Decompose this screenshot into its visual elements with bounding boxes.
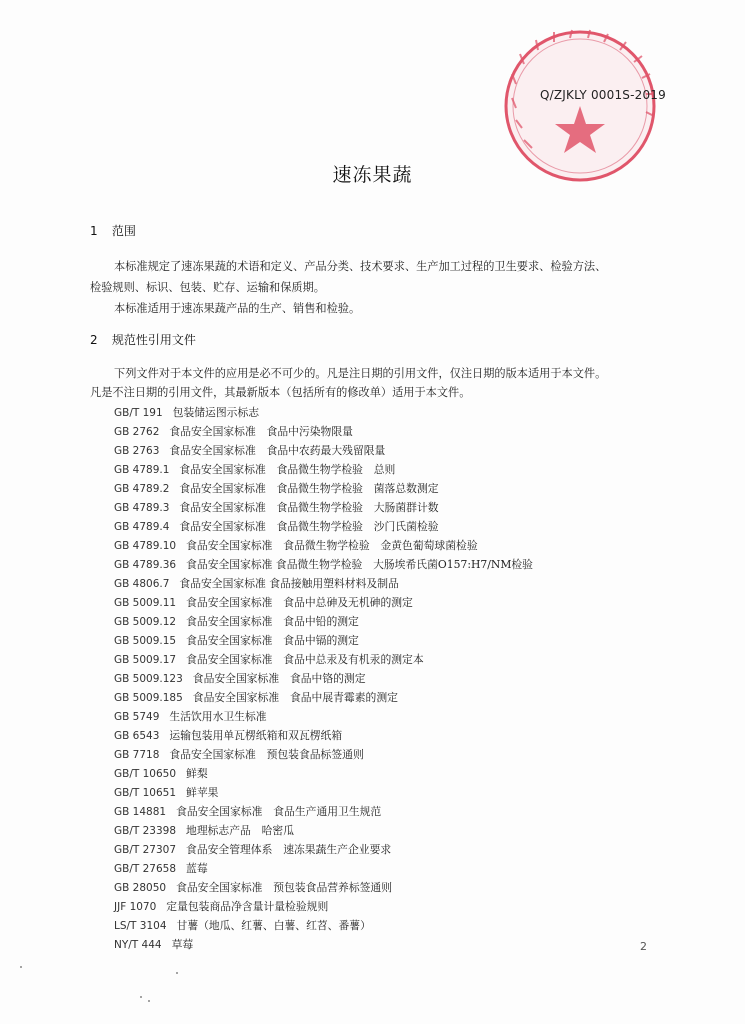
reference-code: GB 4806.7 [114, 578, 170, 590]
reference-item [114, 840, 674, 859]
reference-item [114, 764, 674, 783]
paragraph-line: 本标准适用于速冻果蔬产品的生产、销售和检验。 [114, 302, 361, 315]
reference-code: GB/T 23398 [114, 825, 177, 837]
reference-item [114, 650, 674, 669]
reference-item [114, 517, 674, 536]
reference-code: GB 5009.11 [114, 597, 177, 609]
scan-speck [176, 972, 178, 974]
section-title: 范围 [111, 224, 136, 238]
reference-title: 食品安全国家标准 食品微生物学检验 大肠埃希氏菌O157:H7/NM检验 [186, 558, 533, 571]
references-intro-paragraph [90, 364, 670, 402]
standard-code: Q/ZJKLY 0001S-2019 [540, 88, 666, 102]
reference-title: 食品安全国家标准 食品中总汞及有机汞的测定本 [186, 653, 424, 666]
reference-item [114, 460, 674, 479]
reference-title: 食品安全国家标准 食品微生物学检验 总则 [179, 463, 396, 476]
reference-item [114, 745, 674, 764]
paragraph-line: 本标准规定了速冻果蔬的术语和定义、产品分类、技术要求、生产加工过程的卫生要求、检验方法、 [114, 260, 607, 273]
reference-code: GB 28050 [114, 882, 167, 894]
reference-title: 食品安全国家标准 食品中铬的测定 [192, 672, 366, 685]
document-title: 速冻果蔬 [332, 164, 413, 186]
reference-code: GB 5009.185 [114, 692, 183, 704]
reference-item [114, 707, 674, 726]
reference-code: GB 4789.10 [114, 540, 177, 552]
reference-title: 运输包装用单瓦楞纸箱和双瓦楞纸箱 [169, 729, 343, 742]
reference-code: GB 7718 [114, 749, 160, 761]
reference-item [114, 612, 674, 631]
reference-code: NY/T 444 [114, 939, 162, 951]
reference-title: 食品安全国家标准 食品微生物学检验 菌落总数测定 [179, 482, 439, 495]
reference-title: 包装储运图示标志 [172, 406, 260, 419]
reference-title: 食品安全国家标准 预包装食品营养标签通则 [176, 881, 393, 894]
reference-title: 食品安全国家标准 食品中展青霉素的测定 [192, 691, 398, 704]
scan-speck [20, 966, 22, 968]
reference-code: GB 6543 [114, 730, 160, 742]
reference-list [114, 403, 674, 954]
reference-title: 食品安全国家标准 食品接触用塑料材料及制品 [179, 577, 399, 590]
reference-code: GB/T 10650 [114, 768, 177, 780]
reference-code: JJF 1070 [114, 901, 157, 913]
scope-paragraph [90, 256, 670, 319]
reference-code: GB/T 191 [114, 407, 163, 419]
reference-code: GB 5009.17 [114, 654, 177, 666]
reference-item [114, 574, 674, 593]
reference-code: GB 4789.3 [114, 502, 170, 514]
reference-item [114, 935, 674, 954]
section-heading-scope [90, 222, 136, 239]
reference-title: 食品安全国家标准 食品微生物学检验 沙门氏菌检验 [179, 520, 439, 533]
reference-title: 食品安全国家标准 食品微生物学检验 大肠菌群计数 [179, 501, 439, 514]
page-number: 2 [640, 940, 647, 953]
reference-item [114, 631, 674, 650]
section-number: 1 [90, 224, 98, 238]
reference-item [114, 726, 674, 745]
reference-title: 食品安全国家标准 食品微生物学检验 金黄色葡萄球菌检验 [186, 539, 478, 552]
reference-code: GB 2762 [114, 426, 160, 438]
reference-code: GB/T 10651 [114, 787, 177, 799]
reference-code: LS/T 3104 [114, 920, 167, 932]
reference-code: GB 5009.12 [114, 616, 177, 628]
paragraph-line: 检验规则、标识、包装、贮存、运输和保质期。 [90, 281, 325, 294]
reference-title: 食品安全国家标准 预包装食品标签通则 [169, 748, 364, 761]
reference-title: 草莓 [171, 938, 194, 951]
reference-item [114, 821, 674, 840]
reference-item [114, 403, 674, 422]
reference-item [114, 783, 674, 802]
reference-title: 蓝莓 [186, 862, 208, 875]
section-number: 2 [90, 333, 98, 347]
reference-title: 地理标志产品 哈密瓜 [186, 824, 294, 837]
reference-code: GB 5009.15 [114, 635, 177, 647]
reference-item [114, 802, 674, 821]
reference-item [114, 555, 674, 574]
scan-speck [140, 996, 142, 998]
reference-item [114, 422, 674, 441]
reference-code: GB 2763 [114, 445, 160, 457]
reference-code: GB/T 27658 [114, 863, 177, 875]
reference-item [114, 669, 674, 688]
paragraph-line: 下列文件对于本文件的应用是必不可少的。凡是注日期的引用文件，仅注日期的版本适用于本文件。 [114, 367, 607, 380]
reference-code: GB 5009.123 [114, 673, 183, 685]
reference-item [114, 878, 674, 897]
reference-code: GB 14881 [114, 806, 167, 818]
paragraph-line: 凡是不注日期的引用文件，其最新版本（包括所有的修改单）适用于本文件。 [90, 386, 471, 399]
section-heading-normative-references [90, 331, 196, 348]
reference-item [114, 897, 674, 916]
reference-title: 食品安全国家标准 食品中农药最大残留限量 [169, 444, 386, 457]
reference-title: 定量包装商品净含量计量检验规则 [166, 900, 329, 913]
reference-item [114, 859, 674, 878]
reference-title: 食品安全国家标准 食品生产通用卫生规范 [176, 805, 382, 818]
reference-item [114, 498, 674, 517]
reference-item [114, 593, 674, 612]
reference-item [114, 688, 674, 707]
reference-title: 食品安全国家标准 食品中总砷及无机砷的测定 [186, 596, 413, 609]
reference-code: GB 5749 [114, 711, 160, 723]
reference-item [114, 536, 674, 555]
scan-speck [148, 1000, 150, 1002]
reference-code: GB 4789.1 [114, 464, 170, 476]
reference-title: 食品安全国家标准 食品中铅的测定 [186, 615, 359, 628]
reference-title: 生活饮用水卫生标准 [169, 710, 267, 723]
reference-title: 食品安全国家标准 食品中污染物限量 [169, 425, 353, 438]
reference-title: 鲜梨 [186, 767, 208, 780]
reference-code: GB 4789.4 [114, 521, 170, 533]
reference-item [114, 479, 674, 498]
reference-item [114, 916, 674, 935]
reference-title: 鲜苹果 [186, 786, 219, 799]
section-title: 规范性引用文件 [111, 333, 196, 347]
reference-code: GB 4789.36 [114, 559, 177, 571]
reference-item [114, 441, 674, 460]
reference-title: 食品安全国家标准 食品中镉的测定 [186, 634, 359, 647]
reference-code: GB 4789.2 [114, 483, 170, 495]
reference-code: GB/T 27307 [114, 844, 177, 856]
reference-title: 甘薯（地瓜、红薯、白薯、红苕、番薯） [176, 919, 371, 932]
reference-title: 食品安全管理体系 速冻果蔬生产企业要求 [186, 843, 392, 856]
